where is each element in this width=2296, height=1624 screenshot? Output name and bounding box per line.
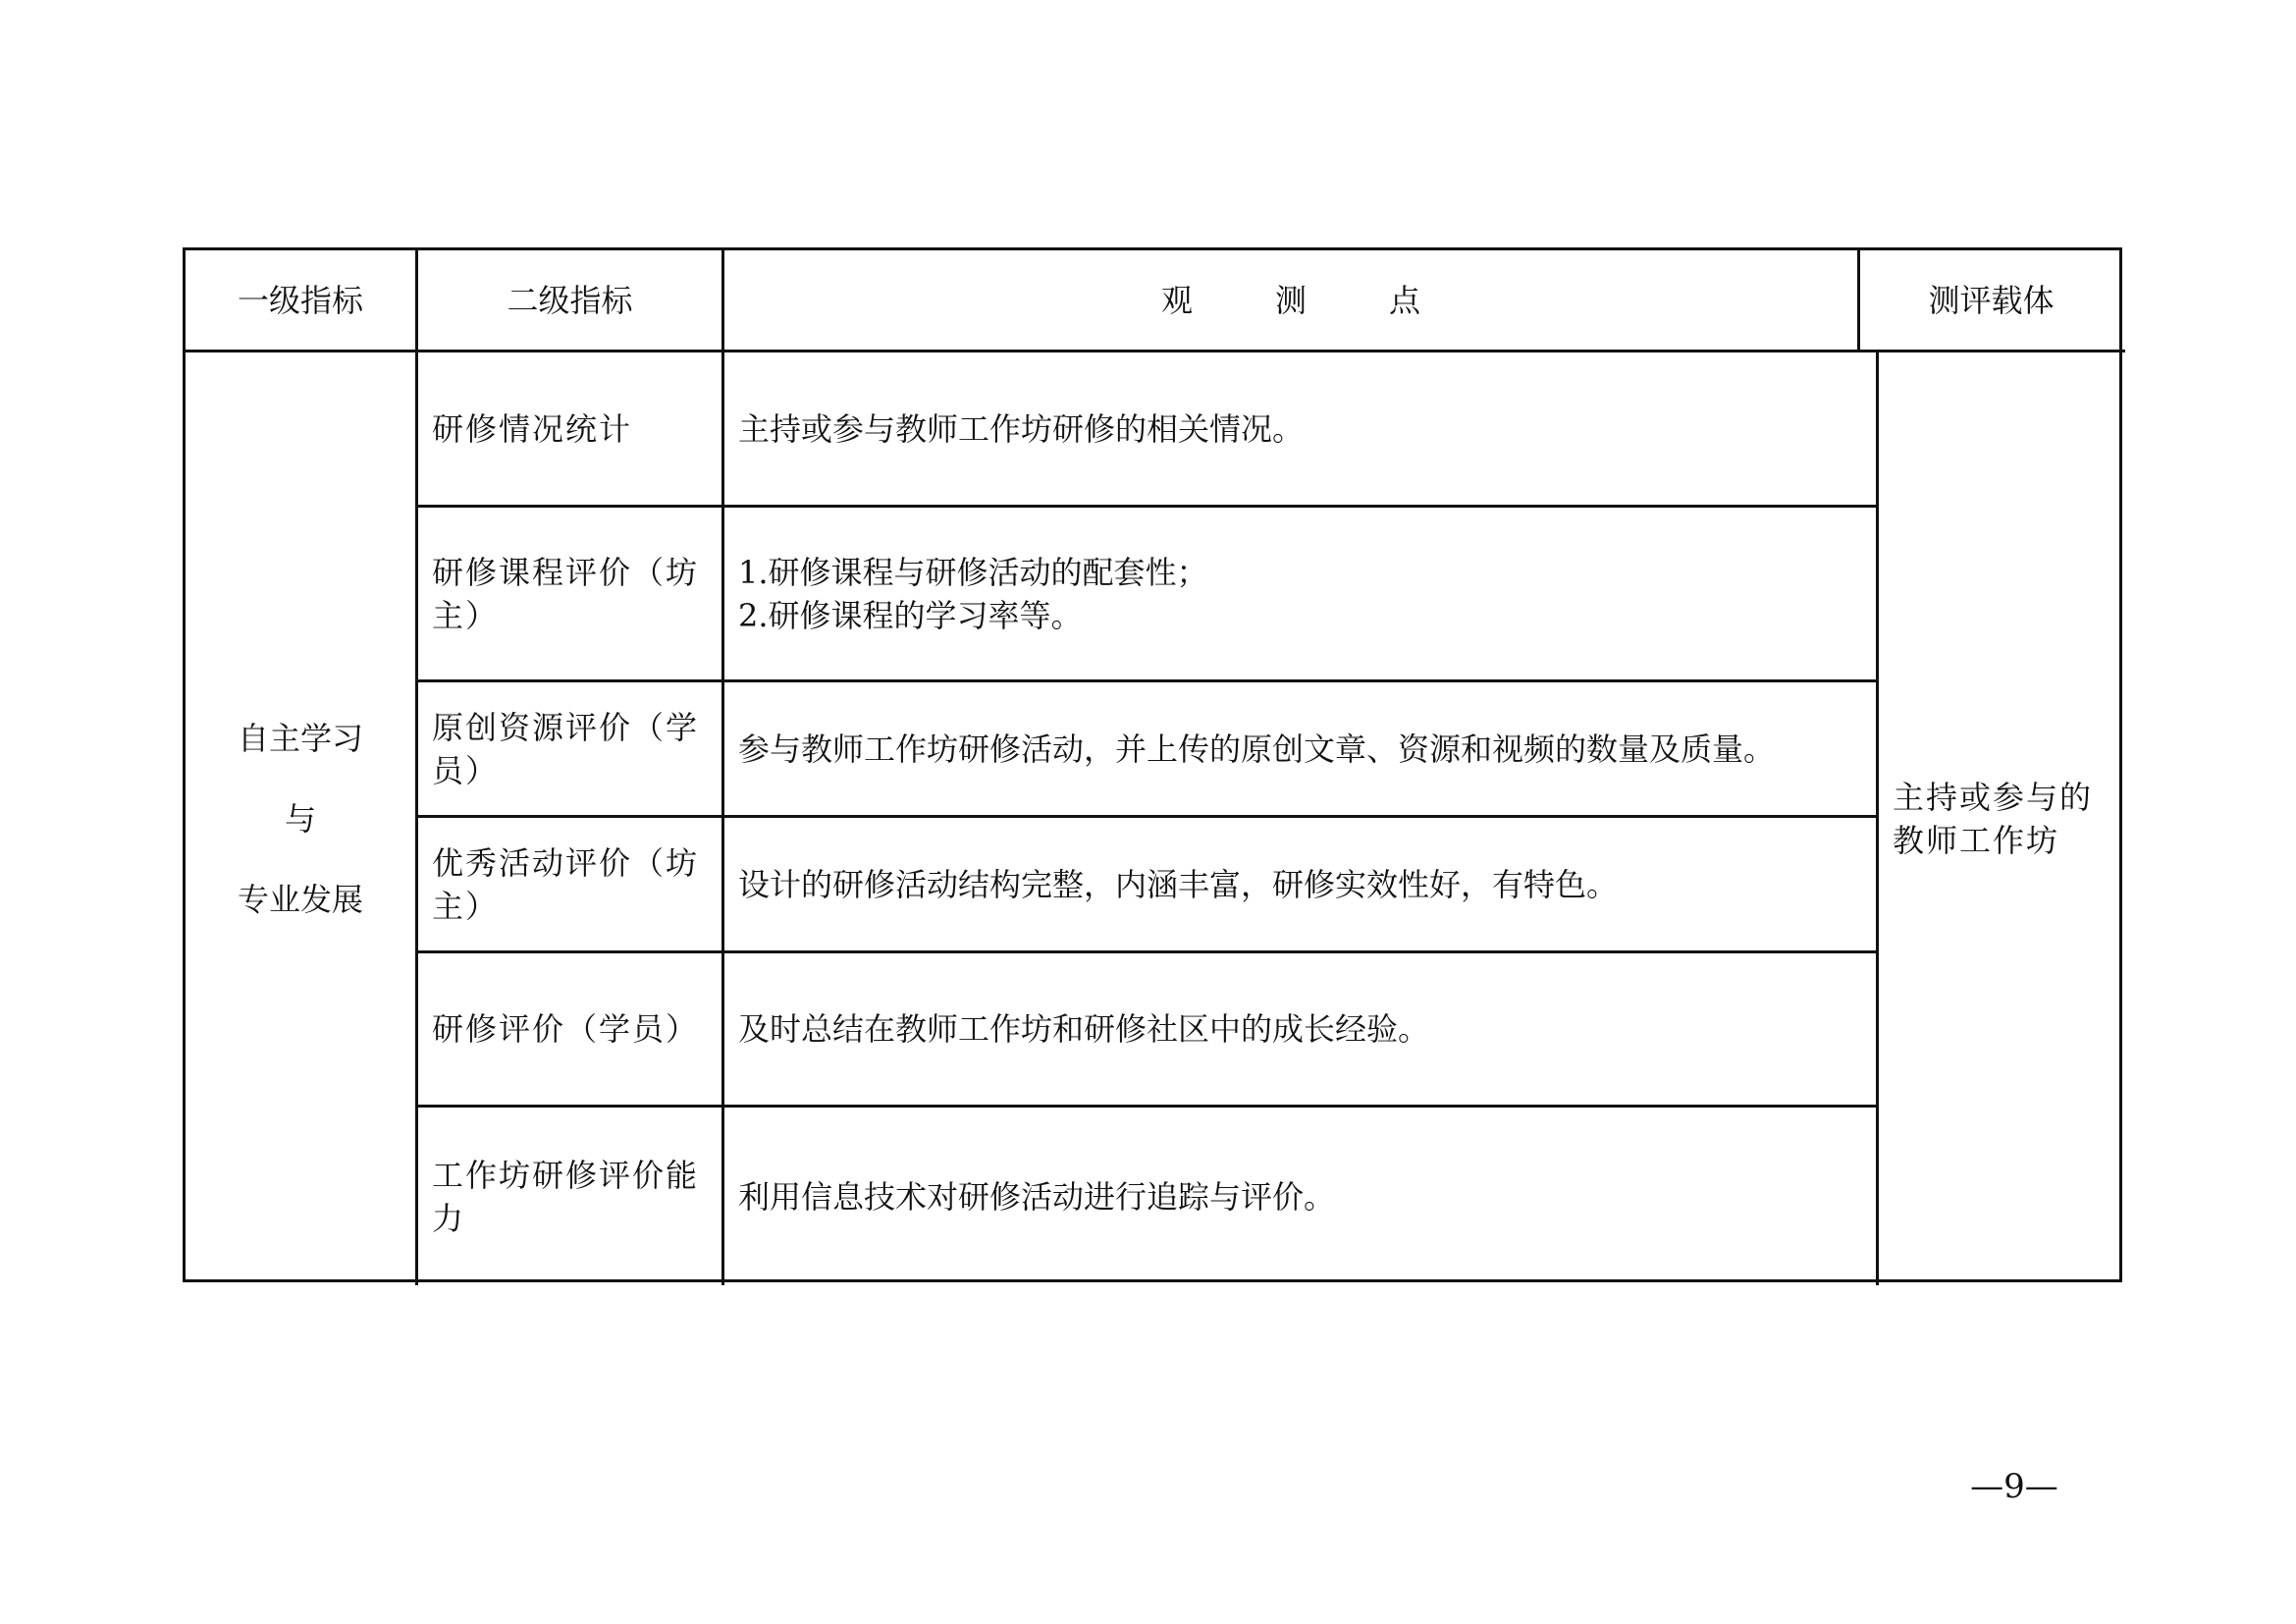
- indicator-row-4: 优秀活动评价（坊 主）: [432, 843, 700, 925]
- observation-row-5: 及时总结在教师工作坊和研修社区中的成长经验。: [738, 1010, 1430, 1048]
- header-level2: 二级指标: [507, 281, 633, 319]
- observation-row-4: 设计的研修活动结构完整，内涵丰富，研修实效性好，有特色。: [738, 865, 1619, 903]
- observation-row-2: 1.研修课程与研修活动的配套性； 2.研修课程的学习率等。: [738, 553, 1208, 634]
- level1-line-2: 与: [284, 800, 316, 838]
- page-number: —9—: [1970, 1467, 2058, 1506]
- header-observation: 观测点: [1160, 281, 1503, 319]
- indicator-row-2: 研修课程评价（坊 主）: [432, 553, 700, 634]
- carrier-cell: 主持或参与的 教师工作坊: [1893, 779, 2094, 859]
- level1-indicator: [186, 352, 415, 1285]
- indicator-row-6: 工作坊研修评价能 力: [432, 1156, 700, 1237]
- observation-row-6: 利用信息技术对研修活动进行追踪与评价。: [738, 1177, 1336, 1216]
- indicator-row-3: 原创资源评价（学 员）: [432, 708, 700, 789]
- indicator-row-5: 研修评价（学员）: [432, 1010, 700, 1048]
- level1-line-1: 自主学习: [237, 720, 363, 757]
- header-carrier: 测评载体: [1928, 281, 2055, 319]
- header-level1: 一级指标: [237, 281, 363, 319]
- observation-row-1: 主持或参与教师工作坊研修的相关情况。: [738, 409, 1305, 448]
- evaluation-table: [183, 247, 2122, 1282]
- level1-line-3: 专业发展: [237, 881, 363, 918]
- observation-row-3: 参与教师工作坊研修活动，并上传的原创文章、资源和视频的数量及质量。: [738, 730, 1776, 768]
- indicator-row-1: 研修情况统计: [432, 409, 633, 448]
